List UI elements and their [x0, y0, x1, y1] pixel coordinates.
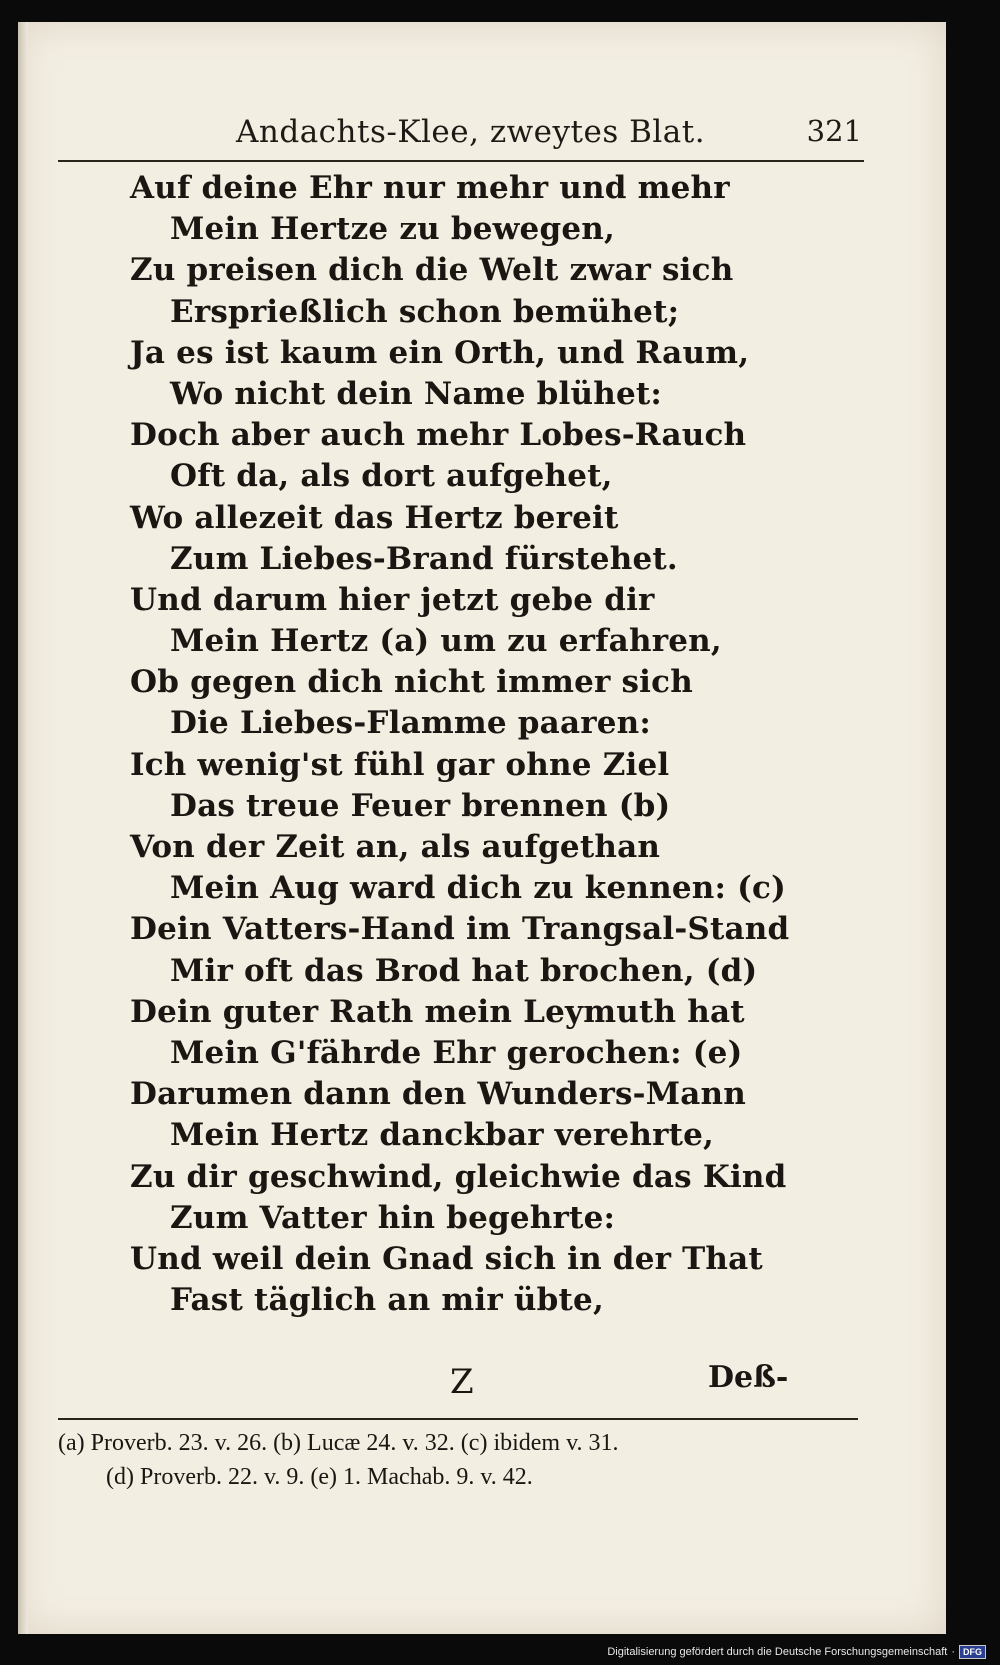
running-head [56, 114, 866, 154]
verse-line: Und weil dein Gnad sich in der That [130, 1240, 763, 1277]
verse-line: Das treue Feuer brennen (b) [170, 787, 671, 824]
verse-line: Ob gegen dich nicht immer sich [130, 664, 693, 701]
footnote-line: (a) Proverb. 23. v. 26. (b) Lucæ 24. v. 32. (c) ibidem v. 31. [58, 1430, 619, 1456]
catchword: Deß- [708, 1360, 789, 1395]
dfg-logo-icon: DFG [959, 1645, 986, 1659]
verse-block [130, 168, 890, 1321]
verse-line: Mein Hertze zu bewegen, [170, 211, 616, 248]
credit-text: Digitalisierung gefördert durch die Deutsche Forschungsgemeinschaft [607, 1646, 948, 1658]
verse-line: Auf deine Ehr nur mehr und mehr [130, 170, 730, 206]
footnotes-block [58, 1426, 878, 1494]
digitization-credit [607, 1642, 986, 1662]
verse-line: Doch aber auch mehr Lobes-Rauch [130, 417, 747, 454]
verse-line: Fast täglich an mir übte, [170, 1282, 604, 1319]
footnote-rule [58, 1418, 858, 1420]
running-head-title: Andachts-Klee, zweytes Blat. [236, 114, 706, 150]
header-rule [58, 160, 864, 162]
page-gutter-shadow [18, 22, 28, 1634]
verse-line: Darumen dann den Wunders-Mann [130, 1076, 747, 1113]
verse-line: Ich wenig'st fühl gar ohne Ziel [130, 746, 670, 783]
verse-line: Wo nicht dein Name blühet: [170, 375, 663, 412]
verse-line: Mir oft das Brod hat brochen, (d) [170, 952, 758, 989]
signature-mark: Z [450, 1362, 474, 1402]
verse-line: Von der Zeit an, als aufgethan [130, 829, 661, 865]
verse-line: Dein guter Rath mein Leymuth hat [130, 993, 745, 1030]
verse-line: Dein Vatters-Hand im Trangsal-Stand [130, 911, 790, 948]
verse-line: Mein Aug ward dich zu kennen: (c) [170, 870, 786, 907]
verse-line: Zum Vatter hin begehrte: [170, 1199, 616, 1236]
verse-line: Mein G'fährde Ehr gerochen: (e) [170, 1034, 743, 1071]
verse-line: Und darum hier jetzt gebe dir [130, 581, 655, 618]
verse-line: Mein Hertz danckbar verehrte, [170, 1117, 715, 1154]
verse-line: Zu preisen dich die Welt zwar sich [130, 252, 734, 289]
page-number: 321 [806, 114, 862, 148]
verse-line: Zu dir geschwind, gleichwie das Kind [130, 1158, 787, 1195]
verse-line: Die Liebes-Flamme paaren: [170, 705, 652, 742]
verse-line: Oft da, als dort aufgehet, [170, 458, 613, 495]
verse-line: Zum Liebes-Brand fürstehet. [170, 540, 678, 577]
verse-line: Ersprießlich schon bemühet; [170, 293, 680, 330]
verse-line: Mein Hertz (a) um zu erfahren, [170, 623, 722, 660]
verse-line: Wo allezeit das Hertz bereit [130, 499, 619, 536]
book-page [18, 22, 946, 1634]
verse-line: Ja es ist kaum ein Orth, und Raum, [130, 334, 750, 371]
credit-separator: · [951, 1646, 955, 1658]
footnote-line: (d) Proverb. 22. v. 9. (e) 1. Machab. 9. v. 42. [106, 1464, 533, 1490]
